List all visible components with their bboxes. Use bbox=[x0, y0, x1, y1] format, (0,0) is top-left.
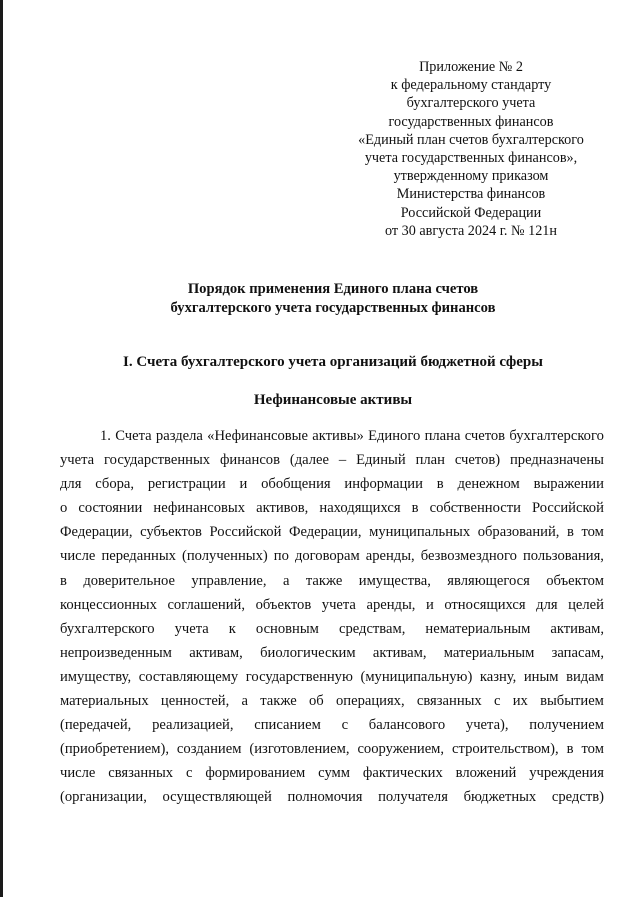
word: 1. bbox=[100, 428, 111, 444]
word: по bbox=[273, 548, 289, 565]
word: предназначены bbox=[509, 452, 604, 469]
word: управление, bbox=[191, 572, 267, 589]
word: (организации, bbox=[60, 789, 147, 806]
word: составляющему bbox=[138, 668, 239, 685]
word: активам, bbox=[550, 620, 604, 637]
word: для bbox=[60, 476, 82, 493]
word: видам bbox=[566, 668, 604, 685]
paragraph-line bbox=[60, 569, 604, 593]
word: раздела bbox=[155, 428, 203, 444]
word: об bbox=[309, 693, 324, 710]
word: государственных bbox=[104, 452, 211, 469]
word: доверительное bbox=[83, 572, 175, 589]
word: с bbox=[341, 717, 349, 734]
word: счетов bbox=[464, 428, 506, 444]
word: Счета bbox=[115, 428, 152, 444]
paragraph-line bbox=[60, 544, 604, 568]
paragraph-line bbox=[60, 689, 604, 713]
word: с bbox=[493, 693, 501, 710]
word: целей bbox=[568, 596, 604, 613]
paragraph-line bbox=[60, 737, 604, 761]
word: и bbox=[425, 596, 434, 613]
word: реализацией, bbox=[152, 717, 234, 734]
word: Российской bbox=[209, 524, 282, 541]
word: строительством), bbox=[452, 741, 559, 758]
word: (полученных) bbox=[181, 548, 268, 565]
word: к bbox=[228, 620, 236, 637]
title-line-1: Порядок применения Единого плана счетов bbox=[187, 281, 479, 297]
title-line-2: бухгалтерского учета государственных финансов bbox=[170, 300, 496, 316]
word: операциях, bbox=[335, 693, 405, 710]
annex-line: Министерства финансов bbox=[396, 186, 546, 203]
annex-line: бухгалтерского учета bbox=[406, 95, 536, 112]
word: в bbox=[566, 524, 574, 541]
word: Российской bbox=[531, 500, 604, 517]
word: том bbox=[581, 524, 604, 541]
word: и bbox=[239, 476, 248, 493]
word: объектом bbox=[546, 572, 604, 589]
word: также bbox=[260, 693, 297, 710]
word: аренды, bbox=[365, 548, 415, 565]
paragraph-line bbox=[60, 593, 604, 617]
word: выбытием bbox=[540, 693, 604, 710]
word: а bbox=[241, 693, 248, 710]
word: бухгалтерского bbox=[509, 428, 604, 444]
word: осуществляющей bbox=[162, 789, 272, 806]
word: плана bbox=[424, 428, 461, 444]
word: активы» bbox=[312, 428, 364, 444]
word: план bbox=[415, 452, 445, 469]
word: также bbox=[305, 572, 343, 589]
word: муниципальных bbox=[369, 524, 471, 541]
annex-line: «Единый план счетов бухгалтерского bbox=[358, 131, 584, 148]
word: (муниципальную) bbox=[360, 668, 473, 685]
word: в bbox=[60, 572, 67, 589]
word: активам, bbox=[189, 644, 243, 661]
word: (приобретением), bbox=[60, 741, 169, 758]
word: финансов bbox=[219, 452, 280, 469]
word: Федерации, bbox=[60, 524, 133, 541]
word: с bbox=[185, 765, 193, 782]
paragraph-line bbox=[60, 496, 604, 520]
word: соглашений, bbox=[167, 596, 246, 613]
word: материальным bbox=[443, 644, 535, 661]
word: материальных bbox=[60, 693, 149, 710]
word: средств) bbox=[551, 789, 604, 806]
word: том bbox=[581, 741, 604, 758]
word: запасам, bbox=[551, 644, 604, 661]
annex-line: Приложение № 2 bbox=[419, 59, 523, 75]
paragraph-line bbox=[60, 424, 604, 448]
word: числе bbox=[60, 548, 96, 565]
word: получением bbox=[529, 717, 604, 734]
word: их bbox=[512, 693, 528, 710]
word: для bbox=[536, 596, 558, 613]
word: Единый bbox=[356, 452, 406, 469]
paragraph-line bbox=[60, 641, 604, 665]
word: связанных bbox=[108, 765, 174, 782]
word: средствам, bbox=[338, 620, 406, 637]
word: Единого bbox=[368, 428, 421, 444]
word: в bbox=[436, 476, 444, 493]
word: созданием bbox=[176, 741, 242, 758]
word: ценностей, bbox=[160, 693, 230, 710]
word: нематериальным bbox=[425, 620, 531, 637]
word: (изготовлением, bbox=[249, 741, 350, 758]
word: выражении bbox=[533, 476, 604, 493]
word: относящихся bbox=[444, 596, 526, 613]
word: учета), bbox=[465, 717, 509, 734]
word: учета bbox=[321, 596, 356, 613]
word: в bbox=[566, 741, 574, 758]
annex-line: к федеральному стандарту bbox=[390, 77, 552, 94]
annex-line: государственных финансов bbox=[388, 113, 554, 130]
word: учета bbox=[60, 452, 95, 469]
word: фактических bbox=[362, 765, 443, 782]
word: иным bbox=[523, 668, 559, 685]
word: «Нефинансовые bbox=[207, 428, 308, 444]
word: числе bbox=[60, 765, 96, 782]
word: имуществу, bbox=[60, 668, 132, 685]
document-title bbox=[63, 280, 603, 318]
word: учреждения bbox=[529, 765, 604, 782]
word: казну, bbox=[479, 668, 517, 685]
word: получателя bbox=[378, 789, 448, 806]
word: формированием bbox=[205, 765, 306, 782]
word: счетов) bbox=[454, 452, 501, 469]
word: аренды, bbox=[366, 596, 416, 613]
word: регистрации bbox=[147, 476, 226, 493]
word: в bbox=[411, 500, 419, 517]
annex-line: учета государственных финансов», bbox=[364, 150, 578, 167]
word: биологическим bbox=[260, 644, 356, 661]
word: (далее bbox=[289, 452, 330, 469]
annex-line: от 30 августа 2024 г. № 121н bbox=[384, 222, 557, 239]
body-paragraph bbox=[60, 424, 604, 810]
word: вложений bbox=[455, 765, 517, 782]
word: активов, bbox=[256, 500, 309, 517]
word: (передачей, bbox=[60, 717, 132, 734]
word: нефинансовых bbox=[153, 500, 246, 517]
word: договорам bbox=[294, 548, 360, 565]
word: сбора, bbox=[95, 476, 135, 493]
word: безвозмездного bbox=[420, 548, 517, 565]
section-heading: I. Счета бухгалтерского учета организаций бюджетной сферы bbox=[123, 354, 543, 370]
word: государственную bbox=[245, 668, 353, 685]
word: о bbox=[60, 500, 68, 517]
word: состоянии bbox=[78, 500, 143, 517]
paragraph-line bbox=[60, 785, 604, 809]
paragraph-line bbox=[60, 472, 604, 496]
word: имущества, bbox=[358, 572, 431, 589]
word: информации bbox=[344, 476, 423, 493]
paragraph-line bbox=[60, 448, 604, 472]
paragraph-line bbox=[60, 520, 604, 544]
word: пользования, bbox=[522, 548, 604, 565]
annex-line: Российской Федерации bbox=[400, 204, 542, 221]
word: связанных bbox=[416, 693, 482, 710]
word: а bbox=[282, 572, 290, 589]
word: бухгалтерского bbox=[60, 620, 155, 637]
word: списанием bbox=[254, 717, 321, 734]
annex-header bbox=[345, 58, 597, 240]
word: являющегося bbox=[447, 572, 530, 589]
word: основным bbox=[255, 620, 319, 637]
paragraph-line bbox=[60, 761, 604, 785]
word: учета bbox=[174, 620, 209, 637]
word: сумм bbox=[318, 765, 351, 782]
word: бюджетных bbox=[463, 789, 537, 806]
word: концессионных bbox=[60, 596, 157, 613]
word: – bbox=[338, 452, 347, 469]
paragraph-line bbox=[60, 617, 604, 641]
word: обобщения bbox=[261, 476, 331, 493]
word: полномочия bbox=[287, 789, 363, 806]
word: объектов bbox=[255, 596, 312, 613]
word: субъектов bbox=[140, 524, 202, 541]
word: непроизведенным bbox=[60, 644, 172, 661]
paragraph-line bbox=[60, 713, 604, 737]
word: собственности bbox=[429, 500, 521, 517]
word: образований, bbox=[477, 524, 560, 541]
word: находящихся bbox=[319, 500, 401, 517]
paragraph-line bbox=[60, 665, 604, 689]
word: денежном bbox=[457, 476, 520, 493]
subsection-heading: Нефинансовые активы bbox=[253, 392, 413, 408]
word: балансового bbox=[368, 717, 446, 734]
word: Федерации, bbox=[288, 524, 362, 541]
word: активам, bbox=[372, 644, 427, 661]
word: переданных bbox=[101, 548, 176, 565]
annex-line: утвержденному приказом bbox=[393, 168, 549, 185]
word: сооружением, bbox=[357, 741, 445, 758]
